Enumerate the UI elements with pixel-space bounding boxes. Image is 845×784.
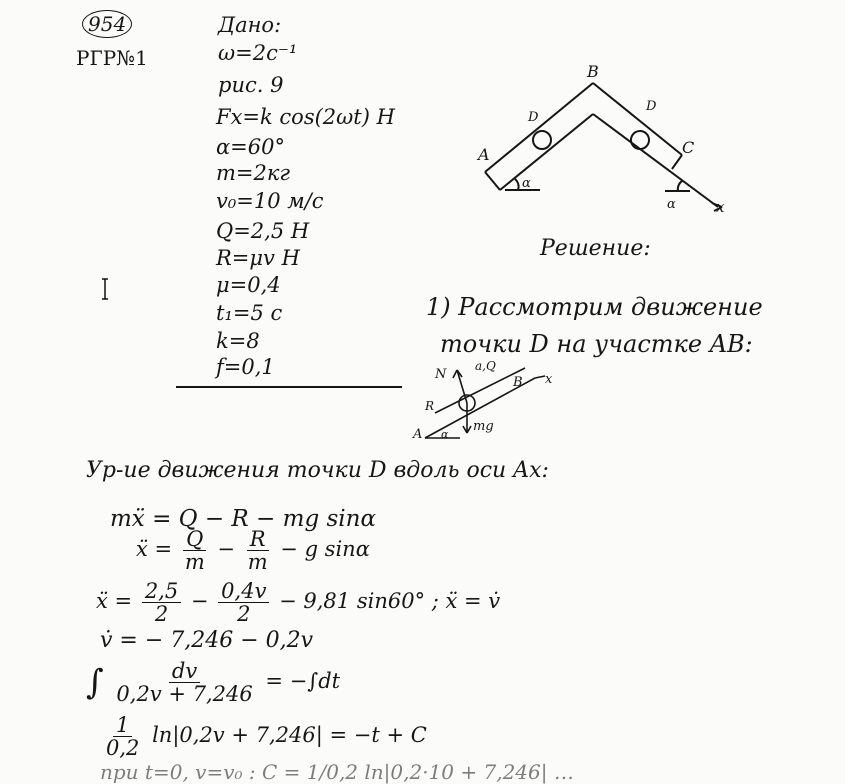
svg-text:D: D bbox=[646, 99, 657, 114]
given-item: μ=0,4 bbox=[216, 273, 281, 297]
svg-text:α: α bbox=[667, 197, 676, 212]
given-item: t₁=5 с bbox=[216, 301, 283, 325]
equation-intro: Ур-ие движения точки D вдоль оси Ax: bbox=[86, 458, 549, 483]
svg-text:mg: mg bbox=[473, 419, 494, 434]
fraction: $\frac{0,4v}{2}$ bbox=[218, 580, 269, 625]
svg-text:α: α bbox=[522, 176, 531, 191]
svg-text:D: D bbox=[528, 110, 539, 125]
svg-text:A: A bbox=[413, 427, 423, 442]
svg-text:B: B bbox=[513, 375, 523, 390]
given-item: ω=2с⁻¹ bbox=[218, 41, 298, 65]
given-item: k=8 bbox=[216, 329, 260, 353]
fraction: $\frac{Q}{m}$ bbox=[184, 527, 205, 574]
fraction: $\frac{R}{m}$ bbox=[247, 527, 268, 574]
svg-text:C: C bbox=[682, 138, 695, 157]
text-cursor-icon bbox=[100, 278, 110, 300]
main-figure bbox=[460, 55, 760, 225]
svg-text:x: x bbox=[545, 372, 553, 387]
equation-5: ∫ $\frac{dv}{0,2v + 7,246}$ = −∫dt bbox=[86, 659, 341, 706]
given-item: Fx=k cos(2ωt) Н bbox=[216, 105, 395, 129]
given-item: α=60° bbox=[216, 135, 285, 159]
fraction: $\frac{dv}{0,2v + 7,246}$ bbox=[116, 659, 253, 706]
given-item: рис. 9 bbox=[218, 73, 284, 97]
equation-3: ẍ = $\frac{2,5}{2}$ − $\frac{0,4v}{2}$ − 9,81 sin60° ; ẍ = v̇ bbox=[96, 579, 501, 626]
svg-text:N: N bbox=[435, 367, 447, 382]
given-item: f=0,1 bbox=[216, 355, 275, 379]
integral-sign: ∫ bbox=[86, 662, 104, 703]
equation-4: v̇ = − 7,246 − 0,2v bbox=[100, 628, 314, 653]
given-item: R=μv Н bbox=[216, 246, 300, 270]
fraction: $\frac{1}{0,2}$ bbox=[106, 713, 140, 760]
equation-6: $\frac{1}{0,2}$ ln|0,2v + 7,246| = −t + C bbox=[100, 714, 427, 759]
solution-title: Решение: bbox=[540, 236, 651, 261]
equation-2: ẍ = $\frac{Q}{m}$ − $\frac{R}{m}$ − g sinα bbox=[136, 527, 370, 574]
given-divider bbox=[176, 386, 402, 388]
svg-text:α: α bbox=[441, 428, 449, 441]
free-body-diagram bbox=[405, 358, 575, 453]
svg-text:a,Q: a,Q bbox=[475, 359, 496, 373]
equation-7-cutoff: при t=0, v=v₀ : C = 1/0,2 ln|0,2·10 + 7,246| … bbox=[100, 760, 574, 784]
given-title: Дано: bbox=[218, 13, 282, 37]
solution-step1-line1: 1) Рассмотрим движение bbox=[426, 293, 763, 321]
given-item: v₀=10 м/с bbox=[216, 189, 324, 213]
svg-text:x: x bbox=[716, 198, 725, 216]
problem-number: 954 bbox=[82, 12, 132, 36]
variant-label: РГР№1 bbox=[76, 46, 148, 70]
equation-1: mẍ = Q − R − mg sinα bbox=[110, 506, 376, 532]
given-item: m=2кг bbox=[216, 161, 291, 185]
svg-text:B: B bbox=[587, 62, 599, 81]
svg-text:R: R bbox=[425, 399, 435, 413]
solution-step1-line2: точки D на участке AB: bbox=[440, 330, 753, 358]
fraction: $\frac{2,5}{2}$ bbox=[142, 580, 181, 625]
given-item: Q=2,5 Н bbox=[216, 219, 310, 243]
svg-text:A: A bbox=[478, 145, 490, 164]
